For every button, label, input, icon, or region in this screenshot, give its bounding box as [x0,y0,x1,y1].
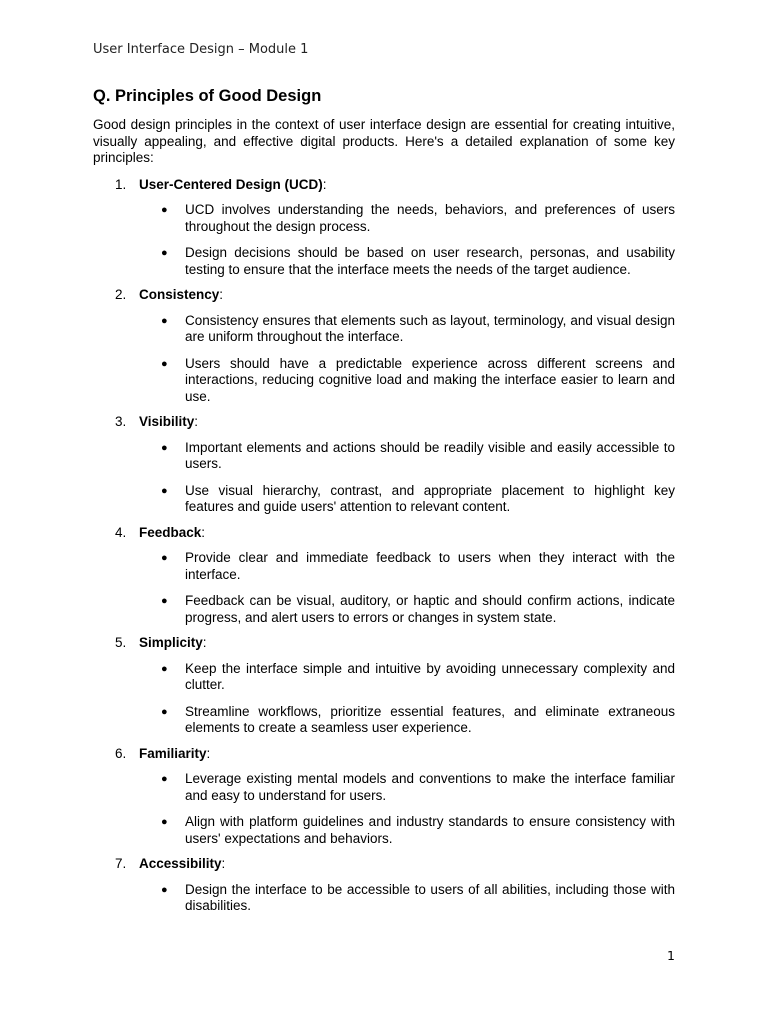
bullet-icon: ● [161,816,168,828]
principle-heading [93,635,675,652]
principle-number: 2. [115,287,127,302]
principle-number: 1. [115,176,127,192]
principle-suffix: : [219,287,224,302]
principle-item [93,414,675,516]
principle-item [93,746,675,848]
principle-number: 6. [115,745,127,761]
bullet-icon: ● [161,314,168,327]
bullet-text: Design decisions should be based on user research, personas, and usability testing to ensure that the interface meets the needs of the target audience. [185,245,675,277]
principle-heading [93,525,675,542]
principle-name: Accessibility [139,856,222,871]
bullet-icon: ● [161,484,168,497]
principle-item [93,287,675,405]
principle-heading [93,287,675,304]
bullet-item [93,356,675,406]
page-title: Q. Principles of Good Design [93,87,322,105]
bullet-item [93,202,675,235]
principle-heading [93,856,675,873]
principle-name: Consistency [139,287,220,302]
bullet-list [93,882,675,915]
bullet-list [93,202,675,278]
bullet-text: Streamline workflows, prioritize essential features, and eliminate extraneous elements to create a seamless user experience. [185,703,675,735]
principle-item [93,856,675,915]
bullet-icon: ● [161,883,168,896]
bullet-item [93,704,675,737]
principle-suffix: : [194,414,199,429]
bullet-list [93,440,675,516]
principle-name: User-Centered Design (UCD) [139,176,323,192]
principle-heading [93,746,675,763]
bullet-item [93,882,675,915]
bullet-item [93,440,675,473]
bullet-item [93,550,675,583]
bullet-item [93,814,675,847]
bullet-text: Feedback can be visual, auditory, or haptic and should confirm actions, indicate progress, and alert users to errors or changes in system state. [185,593,675,625]
bullet-text: Important elements and actions should be readily visible and easily accessible to users. [185,439,675,471]
bullet-item [93,483,675,516]
running-header: User Interface Design – Module 1 [93,42,309,57]
principle-number: 5. [115,635,127,650]
principle-item [93,635,675,737]
principle-number: 7. [115,856,127,871]
principle-suffix: : [202,635,207,650]
principle-heading [93,414,675,431]
bullet-list [93,771,675,847]
bullet-item [93,661,675,694]
bullet-item [93,771,675,804]
principle-suffix: : [201,524,206,540]
bullet-item [93,313,675,346]
page-number: 1 [667,948,675,963]
bullet-text: Consistency ensures that elements such as layout, terminology, and visual design are uniform throughout the interface. [185,312,675,344]
bullet-list [93,550,675,626]
principle-name: Visibility [139,414,195,429]
principle-list [93,177,675,915]
bullet-text: Use visual hierarchy, contrast, and appropriate placement to highlight key features and guide users' attention to relevant content. [185,482,675,514]
bullet-text: Align with platform guidelines and industry standards to ensure consistency with users' expectations and behaviors. [185,814,675,846]
principle-name: Feedback [139,524,202,540]
bullet-list [93,661,675,737]
bullet-text: Leverage existing mental models and conventions to make the interface familiar and easy to understand for users. [185,771,675,803]
bullet-text: Users should have a predictable experience across different screens and interactions, reducing cognitive load and making the interface easier to learn and use. [185,355,675,404]
principle-name: Simplicity [139,635,203,650]
bullet-icon: ● [161,247,168,259]
bullet-icon: ● [161,773,168,785]
bullet-text: Design the interface to be accessible to users of all abilities, including those with disabilities. [185,881,675,913]
principle-suffix: : [221,856,226,871]
document-content [93,86,675,924]
bullet-list [93,313,675,406]
principle-item [93,177,675,279]
bullet-icon: ● [161,441,168,454]
bullet-item [93,245,675,278]
intro-paragraph: Good design principles in the context of user interface design are essential for creating intuitive, visually appealing, and effective digital products. Here's a detailed explanation of some key principles: [93,117,675,165]
principle-suffix: : [322,176,327,192]
bullet-icon: ● [161,595,168,607]
principle-item [93,525,675,627]
principle-number: 4. [115,524,127,540]
bullet-icon: ● [161,705,168,718]
principle-heading [93,177,675,194]
principle-name: Familiarity [139,745,207,761]
bullet-icon: ● [161,357,168,370]
bullet-item [93,593,675,626]
principle-number: 3. [115,414,127,429]
bullet-text: UCD involves understanding the needs, behaviors, and preferences of users throughout the design process. [185,202,675,234]
bullet-icon: ● [161,662,168,675]
bullet-text: Keep the interface simple and intuitive by avoiding unnecessary complexity and clutter. [185,660,675,692]
bullet-icon: ● [161,552,168,564]
bullet-icon: ● [161,204,168,216]
principle-suffix: : [206,745,211,761]
bullet-text: Provide clear and immediate feedback to users when they interact with the interface. [185,550,675,582]
